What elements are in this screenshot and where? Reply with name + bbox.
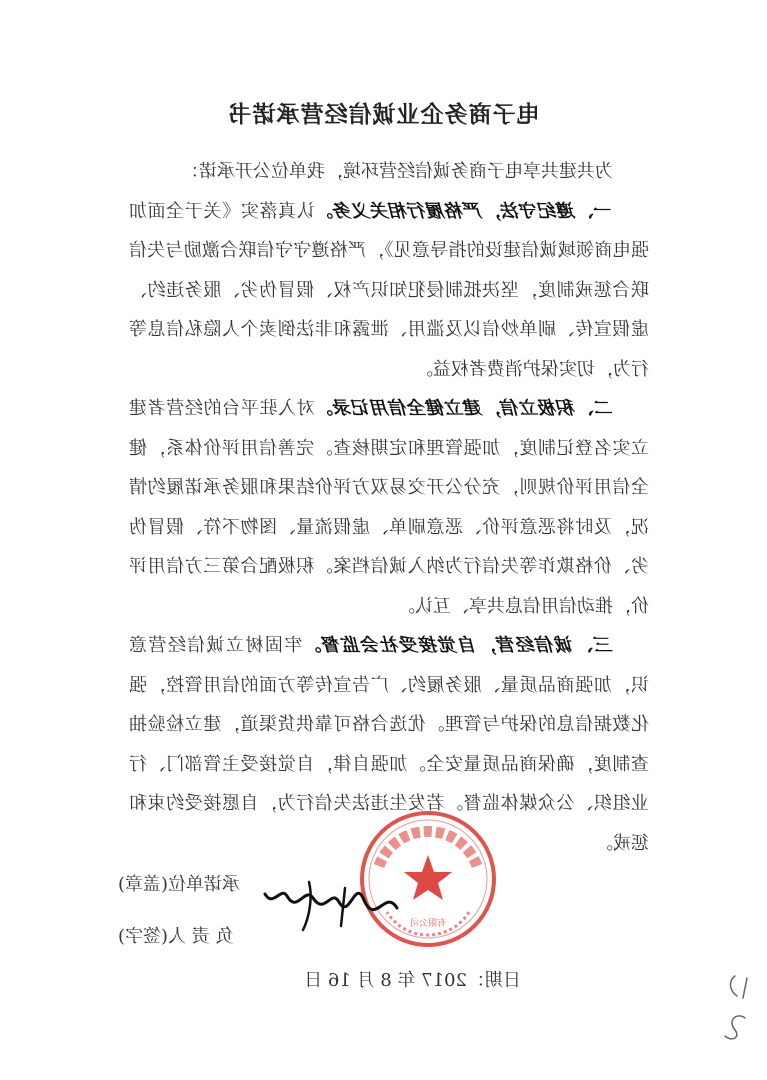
handwritten-signature <box>255 868 405 940</box>
document-title: 电子商务企业诚信经营承诺书 <box>227 101 540 128</box>
document-date: 日期：2017 年 8 月 16 日 <box>304 970 521 991</box>
section-1 <box>129 192 649 390</box>
intro-paragraph: 为共建共享电子商务诚信经营环境，我单位公开承诺： <box>181 161 613 182</box>
section-2-text: 对入驻平台的经营者建立实名登记制度，加强管理和定期核查。完善信用评价体系，健全信用评价规则，充分公开交易双方评价结果和服务承诺履约情况，及时将恶意评价、恶意刷单、虚假流量、图物不符、假冒伪劣、价格欺诈等失信行为纳入诚信档案。积极配合第三方信用评价，推动信用信息共享、互认。 <box>128 398 649 617</box>
section-3-text: 牢固树立诚信经营意识，加强商品质量、服务履约、广告宣传等方面的信用管控，强化数据信息的保护与管理。优选合格可靠供货渠道，建立检验抽查制度，确保商品质量安全。加强自律，自觉接受主管部门、行业组织、公众媒体监督。若发生违法失信行为，自愿接受约束和惩戒。 <box>128 635 649 854</box>
signatory-label: 负 责 人(签字) <box>118 926 234 947</box>
unit-seal-label: 承诺单位(盖章) <box>118 874 241 895</box>
section-3-heading: 三、诚信经营，自觉接受社会监督。 <box>302 635 613 656</box>
section-1-heading: 一、遵纪守法，严格履行相关义务。 <box>314 200 613 222</box>
section-2 <box>129 389 649 626</box>
margin-handwriting <box>717 968 757 1048</box>
section-2-heading: 二、积极立信，建立健全信用记录。 <box>314 398 613 419</box>
document-body <box>129 152 649 863</box>
seal-text: 有限公司 <box>409 919 447 929</box>
section-1-text: 认真落实《关于全面加强电商领域诚信建设的指导意见》，严格遵守守信联合激励与失信联合惩戒制度，坚决抵制侵犯知识产权、假冒伪劣、服务违约、虚假宣传、刷单炒信以及滥用、泄露和非法倒卖个人隐私信息等行为，切实保护消费者权益。 <box>128 200 649 380</box>
